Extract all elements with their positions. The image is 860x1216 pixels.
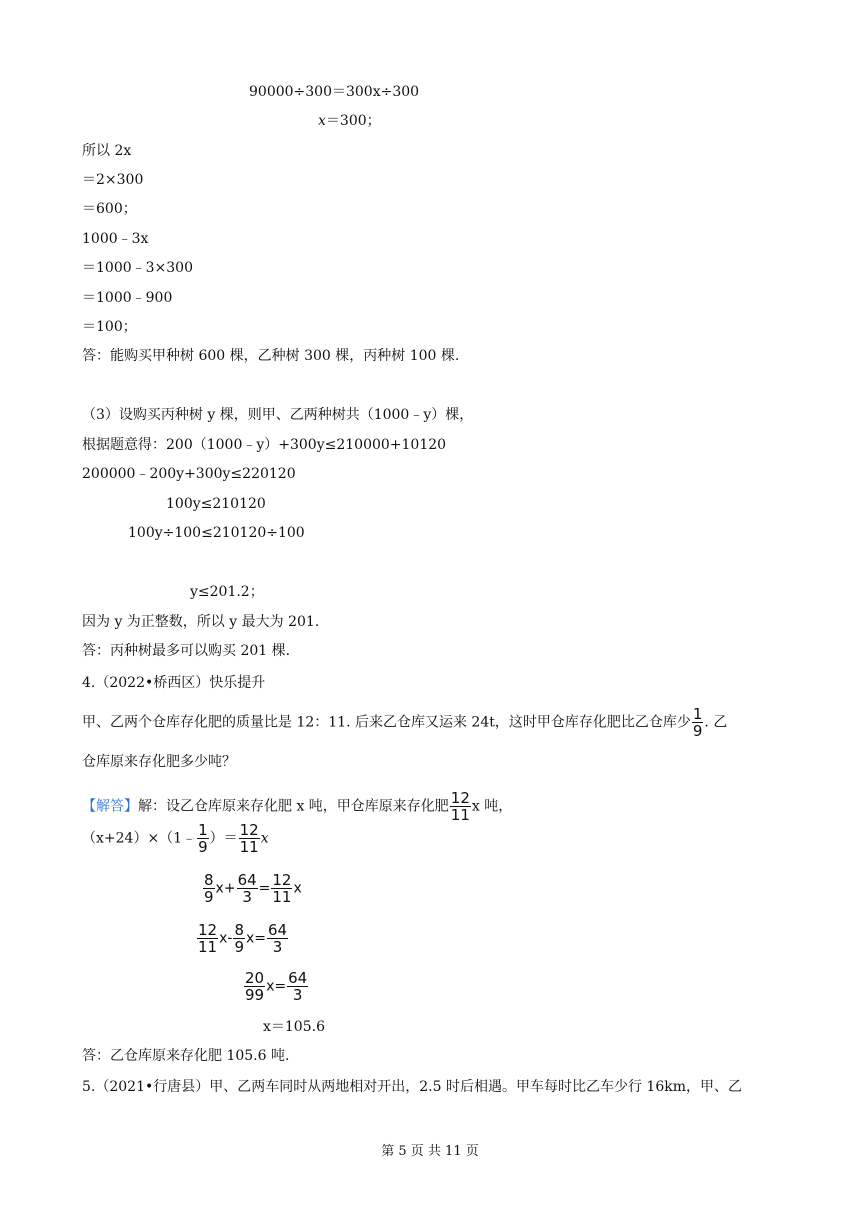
equation-line: x＝300； <box>318 113 381 129</box>
text-line: 1000﹣3x <box>82 231 149 247</box>
solution-line: 【解答】解：设乙仓库原来存化肥 x 吨，甲仓库原来存化肥 $\frac{12}{11}$ x 吨， <box>82 789 513 824</box>
text-line: 所以 2x <box>82 143 132 159</box>
equation-line: $\frac{12}{11}$ x- $\frac{8}{9}$ x= $\frac{64}{3}$ <box>198 921 288 956</box>
equation-line: $\frac{8}{9}$ x+ $\frac{64}{3}$ = $\frac{12}{11}$ x <box>204 871 302 906</box>
equation-line: 90000÷300＝300x÷300 <box>249 84 420 100</box>
fraction: $\frac{8}{9}$ <box>204 871 214 906</box>
fraction: $\frac{12}{11}$ <box>198 921 218 956</box>
equation-line: x＝105.6 <box>263 1019 325 1035</box>
fraction: $\frac{1}{9}$ <box>692 705 703 740</box>
fraction: $\frac{64}{3}$ <box>237 871 257 906</box>
equation-line: $\frac{20}{99}$ x= $\frac{64}{3}$ <box>245 969 308 1004</box>
problem-text: 仓库原来存化肥多少吨？ <box>82 754 236 770</box>
problem-heading: 4.（2022•桥西区）快乐提升 <box>82 675 266 691</box>
problem-text: 甲、乙两个仓库存化肥的质量比是 12：11. 后来乙仓库又运来 24t，这时甲仓库存化肥比乙仓库少 $\frac{1}{9}$ . 乙 <box>82 705 728 740</box>
fraction: $\frac{12}{11}$ <box>239 821 259 856</box>
text-line: ＝100； <box>82 319 137 335</box>
equation-line: y≤201.2； <box>190 584 264 600</box>
fraction: $\frac{20}{99}$ <box>245 969 265 1004</box>
equation-line: 100y÷100≤210120÷100 <box>128 525 305 541</box>
fraction: $\frac{12}{11}$ <box>450 789 470 824</box>
text-line: ＝2×300 <box>82 172 144 188</box>
fraction: $\frac{8}{9}$ <box>234 921 244 956</box>
equation-line: 100y≤210120 <box>166 496 266 512</box>
answer-line: 答：能购买甲种树 600 棵，乙种树 300 棵，丙种树 100 棵. <box>82 348 460 364</box>
fraction: $\frac{64}{3}$ <box>268 921 288 956</box>
answer-tag: 【解答】 <box>82 798 138 815</box>
answer-line: 答：乙仓库原来存化肥 105.6 吨. <box>82 1048 290 1064</box>
page-footer: 第 5 页 共 11 页 <box>381 1144 479 1159</box>
text-line: （3）设购买丙种树 y 棵，则甲、乙两种树共（1000﹣y）棵， <box>82 407 474 423</box>
text-line: ＝600； <box>82 201 137 217</box>
equation-line: （x+24）×（1﹣ $\frac{1}{9}$ ）＝ $\frac{12}{11}$ x <box>82 821 269 856</box>
fraction: $\frac{1}{9}$ <box>198 821 208 856</box>
fraction: $\frac{64}{3}$ <box>288 969 308 1004</box>
text-line: 200000﹣200y+300y≤220120 <box>82 466 296 482</box>
answer-line: 答：丙种树最多可以购买 201 棵. <box>82 643 291 659</box>
text-line: 根据题意得：200（1000﹣y）+300y≤210000+10120 <box>82 437 447 453</box>
text-line: ＝1000﹣3×300 <box>82 260 193 276</box>
text-line: 因为 y 为正整数，所以 y 最大为 201. <box>82 614 320 630</box>
text-line: ＝1000﹣900 <box>82 290 173 306</box>
fraction: $\frac{12}{11}$ <box>272 871 292 906</box>
problem-heading: 5.（2021•行唐县）甲、乙两车同时从两地相对开出，2.5 时后相遇。甲车每时比乙车少行 16km，甲、乙 <box>82 1079 742 1095</box>
